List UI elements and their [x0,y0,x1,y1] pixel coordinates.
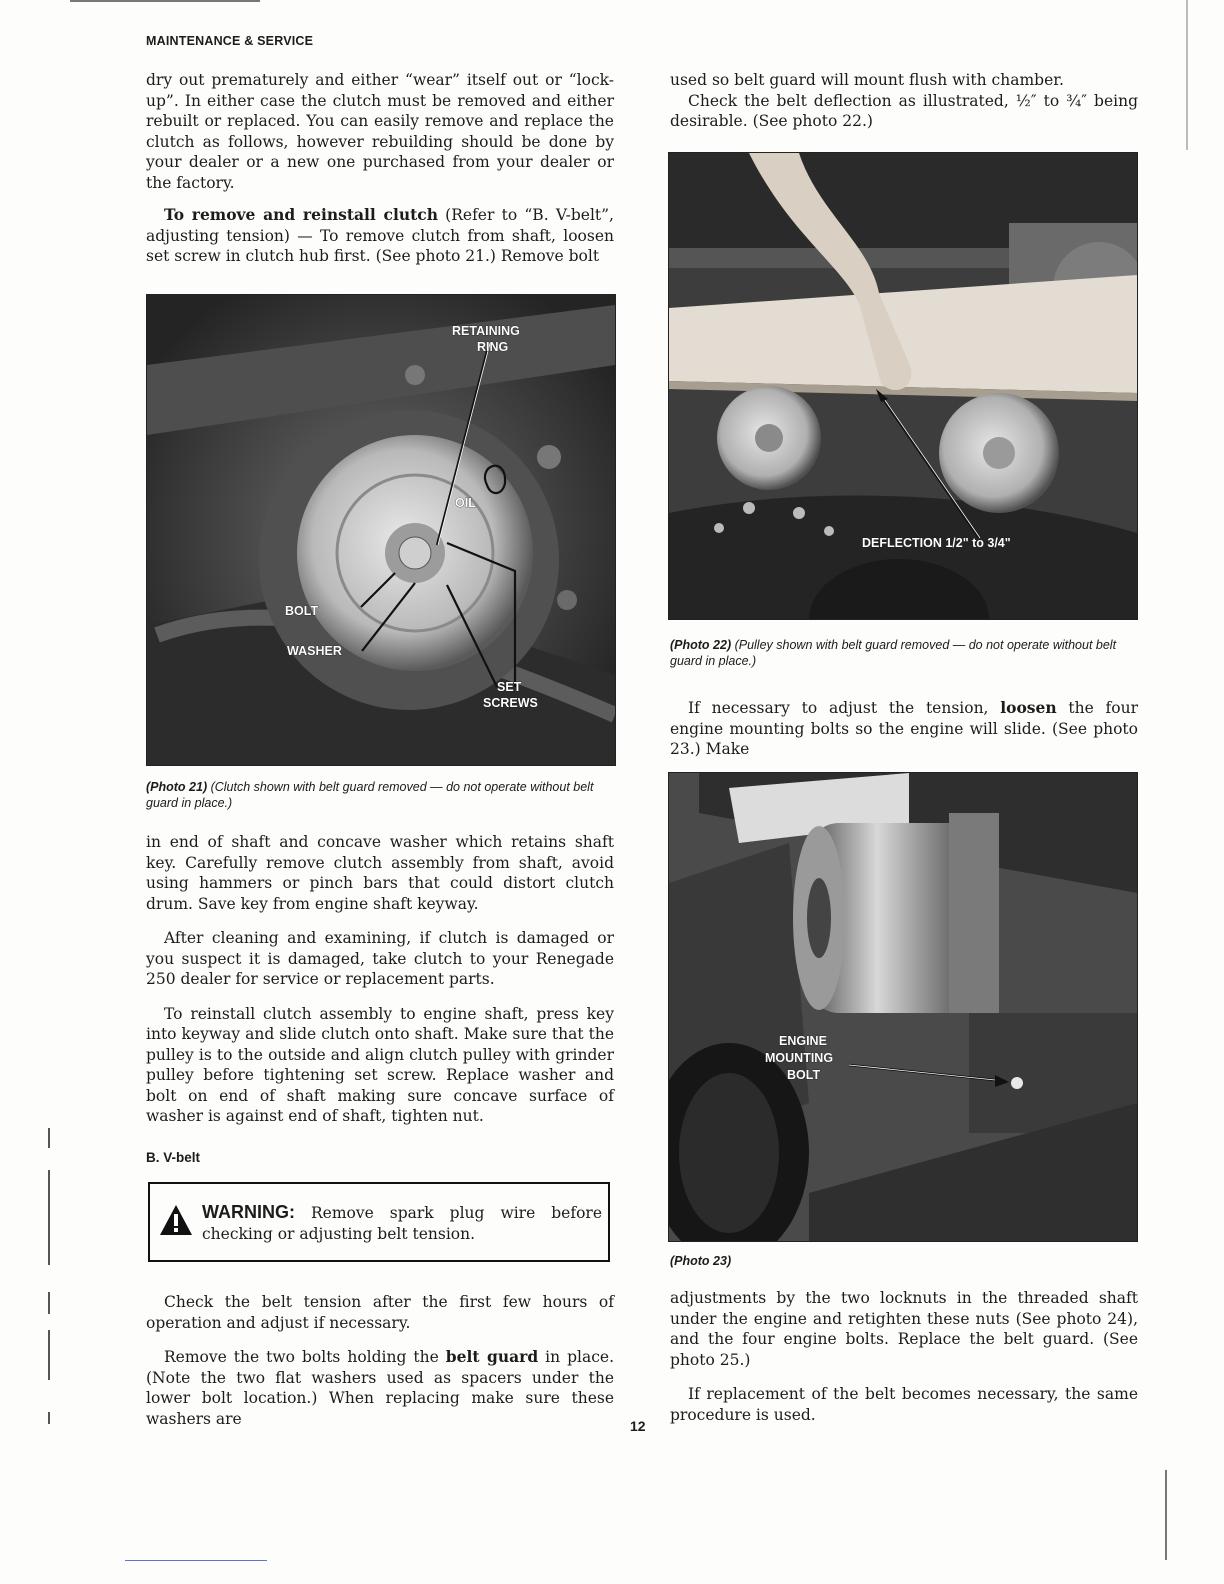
photo-22-caption [670,637,1140,669]
left-column-top [146,70,614,267]
left-column-bottom [146,1292,614,1429]
paragraph: dry out prematurely and either “wear” itself out or “lock-up”. In either case the clutch must be removed and either rebuilt or replaced. You can easily remove and replace the clutch as follows, however rebuilding should be done by your dealer or a new one purchased from your dealer or the factory. [146,71,614,192]
warning-body: Remove spark plug wire before checking or adjusting belt tension. [202,1204,602,1243]
label-screws: SCREWS [483,696,538,710]
caption-number: (Photo 23) [670,1254,732,1268]
paragraph: Check the belt tension after the first few hours of operation and adjust if necessary. [146,1293,614,1332]
paragraph-text: the four engine mounting bolts so the engine will slide. (See photo 23.) Make [670,699,1138,758]
label-oil: OIL [455,496,476,510]
warning-triangle-icon [159,1204,193,1236]
paragraph: in end of shaft and concave washer which retains shaft key. Carefully remove clutch assembly from shaft, avoid using hammers or pinch bars that could distort clutch drum. Save key from engine shaft keyway. [146,833,614,913]
paragraph: used so belt guard will mount flush with chamber. [670,71,1064,89]
paragraph: To reinstall clutch assembly to engine shaft, press key into keyway and slide clutch onto shaft. Make sure that the pulley is to the outside and align clutch pulley with grinder pulley before tightening set screw. Replace washer and bolt on end of shaft making sure concave surface of washer is against end of shaft, tighten nut. [146,1004,614,1125]
binder-mark [48,1170,50,1265]
paragraph-text: (Refer to “B. V-belt”, adjusting tension) — To remove clutch from shaft, loosen set screw in clutch hub first. (See photo 21.) Remove bolt [146,206,614,265]
caption-number: (Photo 21) [146,780,208,794]
warning-label: WARNING: [202,1202,295,1222]
paragraph [670,698,1138,760]
right-column-middle [670,698,1138,760]
binder-mark [48,1412,50,1424]
label-bolt: BOLT [787,1068,821,1082]
subsection-heading: B. V-belt [146,1150,201,1165]
photo-23-caption [670,1253,1140,1269]
top-rule [70,0,260,2]
binder-mark [48,1128,50,1148]
paragraph: If replacement of the belt becomes necessary, the same procedure is used. [670,1385,1138,1424]
photo-21-image [147,295,615,765]
binder-mark [48,1330,50,1380]
caption-number: (Photo 22) [670,638,732,652]
label-engine: ENGINE [779,1034,827,1048]
photo-22-deflection [668,152,1138,620]
paragraph [146,1347,614,1429]
label-set: SET [497,680,522,694]
paragraph-text: If necessary to adjust the tension, [688,699,1001,717]
caption-text: (Pulley shown with belt guard removed — do not operate without belt guard in place.) [670,638,1117,668]
warning-box [148,1182,610,1262]
page-edge-line [1165,1470,1167,1560]
bottom-edge-line [125,1560,267,1561]
photo-21-clutch [146,294,616,766]
photo-23-image [669,773,1137,1241]
label-bolt: BOLT [285,604,319,618]
bold-lead: To remove and reinstall clutch [164,205,438,224]
paragraph: After cleaning and examining, if clutch is damaged or you suspect it is damaged, take clutch to your Renegade 250 dealer for service or replacement parts. [146,929,614,988]
label-ring: RING [477,340,509,354]
photo-21-caption [146,779,616,811]
label-deflection: DEFLECTION 1/2" to 3/4" [862,536,1011,550]
left-column-middle [146,832,614,1127]
paragraph: adjustments by the two locknuts in the threaded shaft under the engine and retighten these nuts (See photo 24), and the four engine bolts. Replace the belt guard. (See photo 25.) [670,1289,1138,1369]
page-edge-line [1186,0,1188,150]
bold-term: belt guard [445,1347,539,1366]
right-column-bottom [670,1288,1138,1425]
photo-23-engine [668,772,1138,1242]
page-number: 12 [630,1418,646,1434]
paragraph: Check the belt deflection as illustrated, ½″ to ¾″ being desirable. (See photo 22.) [670,91,1138,130]
warning-text [202,1202,602,1245]
bold-term: loosen [1000,698,1057,717]
caption-text: (Clutch shown with belt guard removed — do not operate without belt guard in place.) [146,780,594,810]
label-retaining: RETAINING [452,324,520,338]
photo-22-image [669,153,1137,619]
paragraph-text: in place. (Note the two flat washers used as spacers under the lower bolt location.) When replacing make sure these washers are [146,1348,614,1428]
paragraph [146,205,614,267]
label-washer: WASHER [287,644,342,658]
right-column-top [670,70,1138,132]
paragraph-text: Remove the two bolts holding the [164,1348,446,1366]
binder-mark [48,1292,50,1314]
label-mounting: MOUNTING [765,1051,834,1065]
section-header: MAINTENANCE & SERVICE [146,34,314,48]
